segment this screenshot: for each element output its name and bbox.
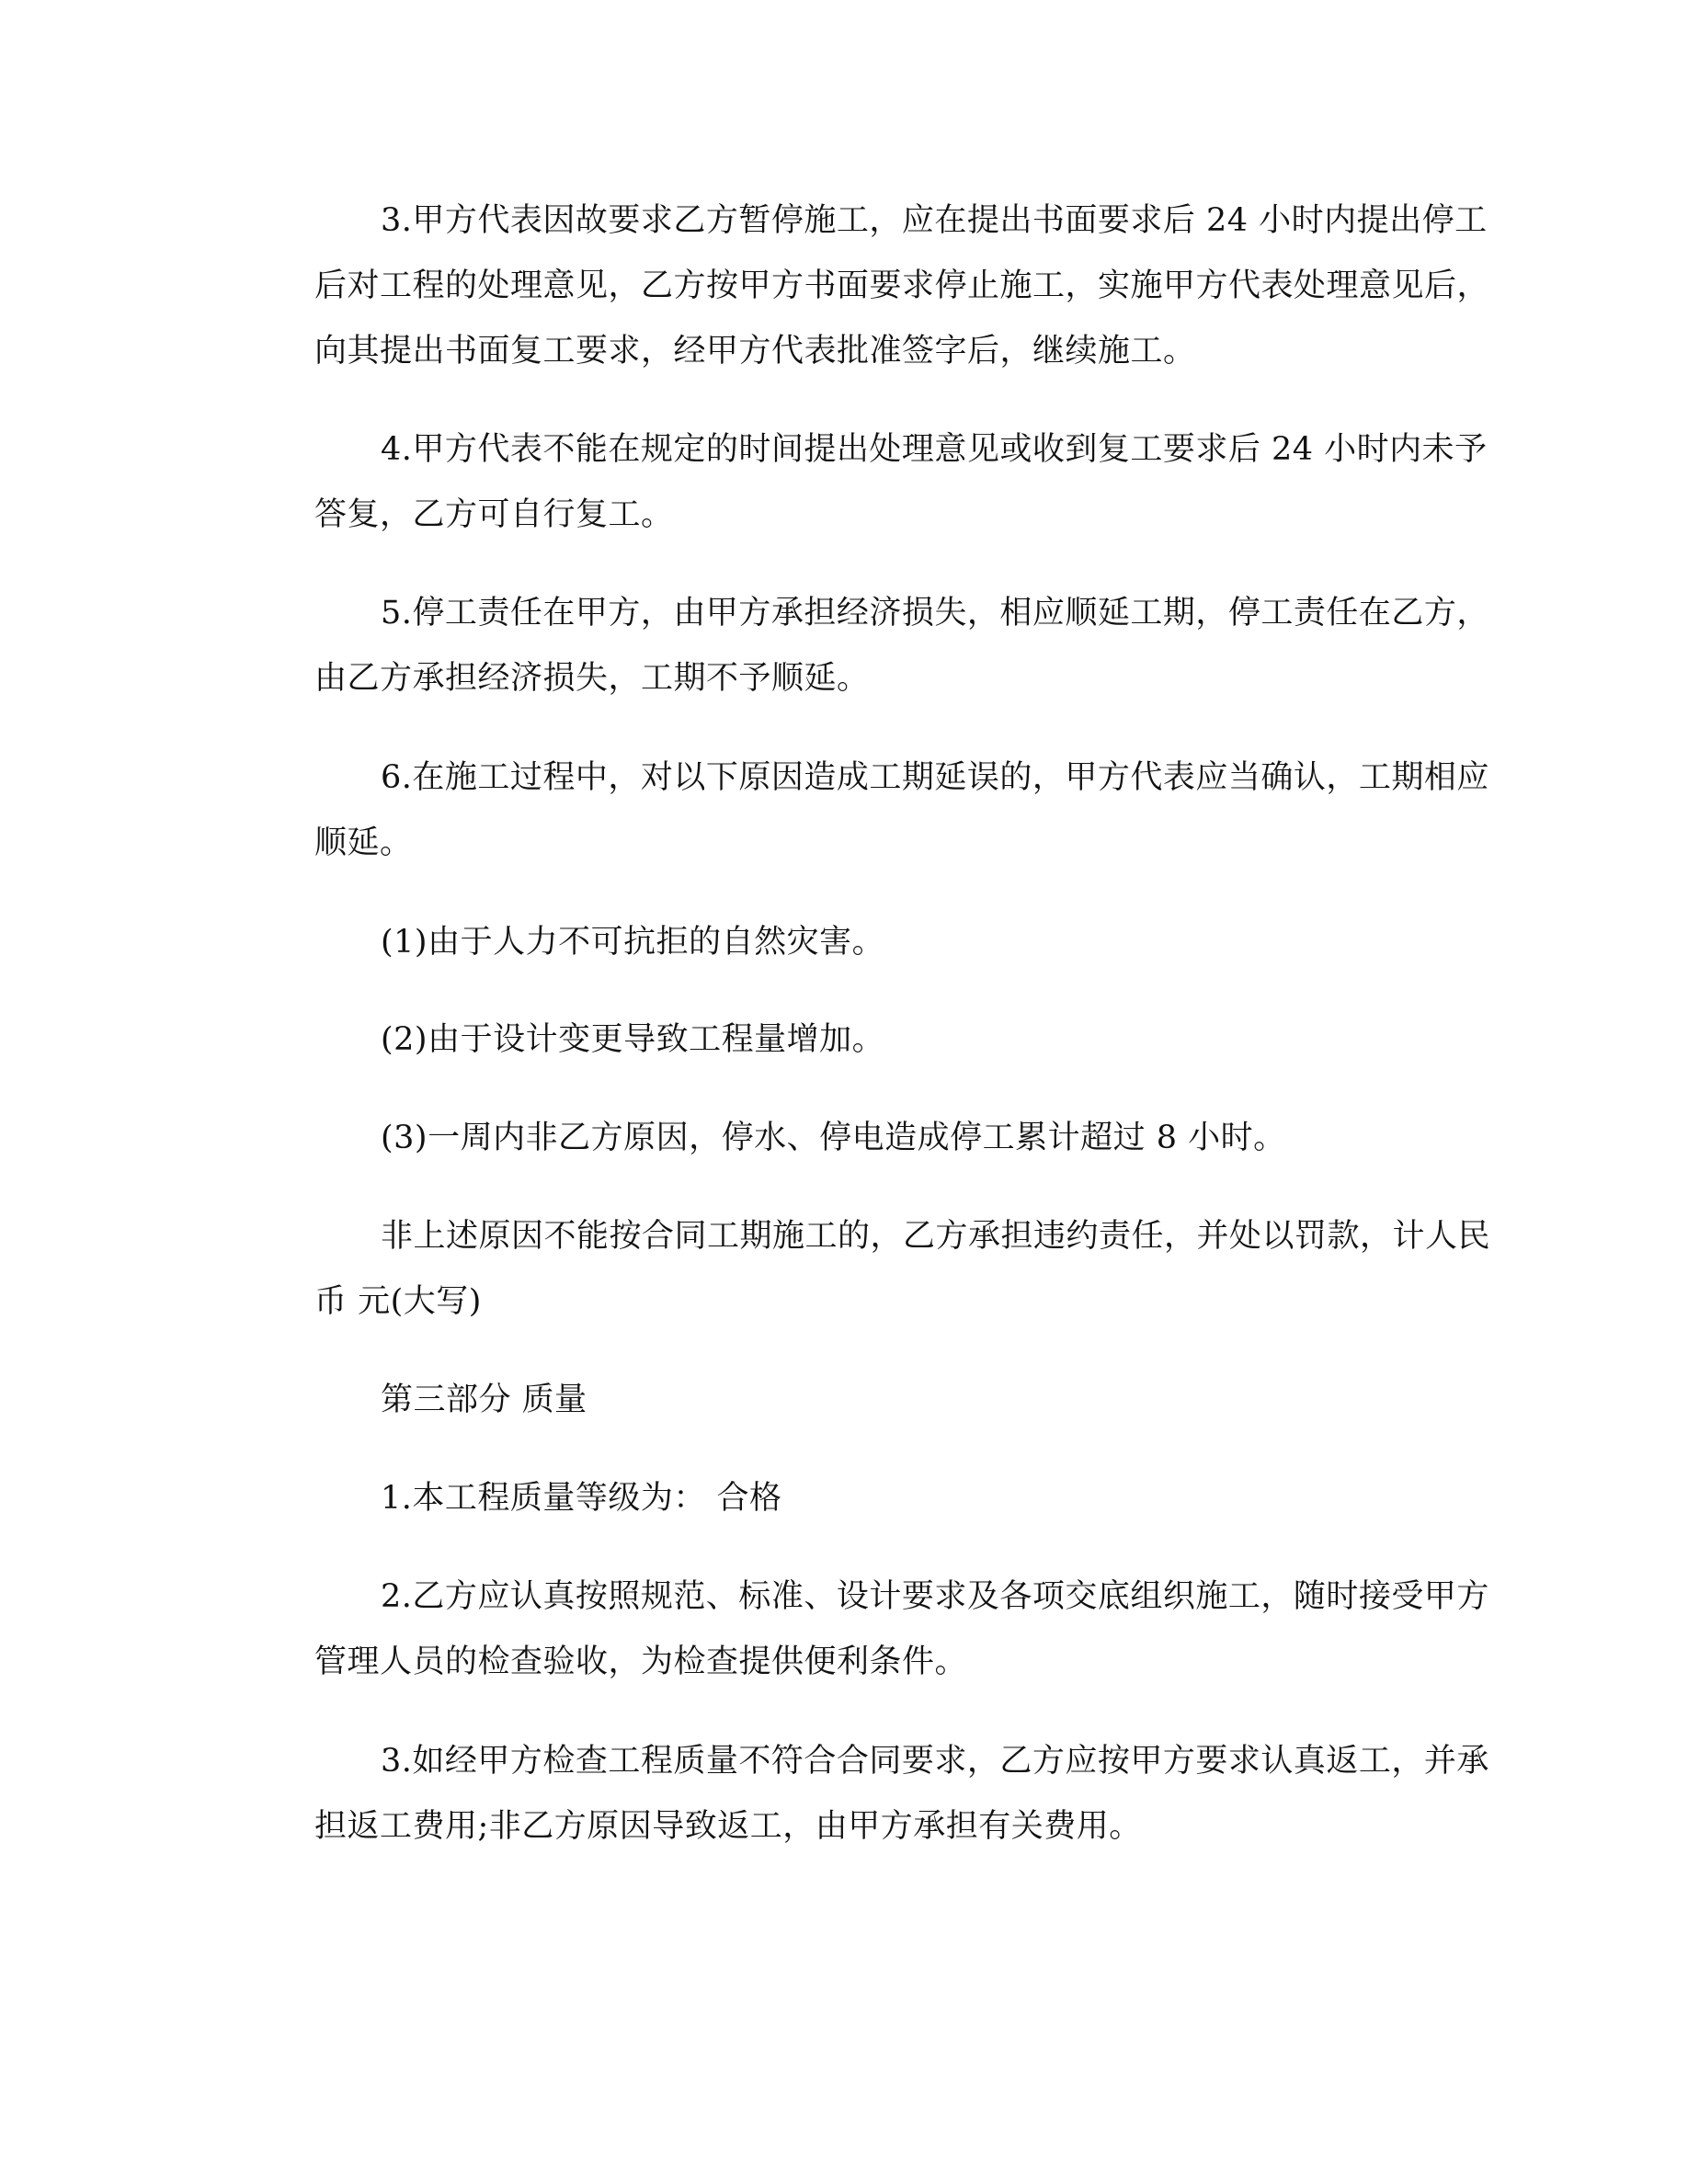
- text-line: (3)一周内非乙方原因，停水、停电造成停工累计超过 8 小时。: [381, 1120, 1286, 1156]
- text-line: 2.乙方应认真按照规范、标准、设计要求及各项交底组织施工，随时接受甲方: [381, 1578, 1489, 1615]
- text-line: 非上述原因不能按合同工期施工的，乙方承担违约责任，并处以罚款，计人民: [381, 1218, 1491, 1255]
- text-line: (2)由于设计变更导致工程量增加。: [381, 1021, 885, 1058]
- paragraph-penalty: [248, 1204, 1491, 1335]
- paragraph-resume-work: [248, 417, 1488, 548]
- text-line: 6.在施工过程中，对以下原因造成工期延误的，甲方代表应当确认，工期相应: [381, 759, 1489, 796]
- text-line: 担返工费用;非乙方原因导致返工，由甲方承担有关费用。: [314, 1808, 1142, 1845]
- text-line: 后对工程的处理意见，乙方按甲方书面要求停止施工，实施甲方代表处理意见后，: [314, 267, 1490, 304]
- paragraph-stoppage-liability: [248, 581, 1489, 711]
- text-line: 5.停工责任在甲方，由甲方承担经济损失，相应顺延工期，停工责任在乙方，: [381, 595, 1489, 631]
- text-line: 第三部分 质量: [381, 1382, 587, 1418]
- paragraph-rework: [248, 1729, 1489, 1860]
- text-line: 币 元(大写): [314, 1283, 482, 1320]
- paragraph-quality-grade: [248, 1466, 1443, 1531]
- paragraph-delay-extension: [248, 745, 1489, 876]
- list-item-design-change: [248, 1007, 1443, 1073]
- section-heading-quality: [248, 1368, 1443, 1433]
- text-line: 4.甲方代表不能在规定的时间提出处理意见或收到复工要求后 24 小时内未予: [381, 431, 1488, 468]
- text-line: 答复，乙方可自行复工。: [314, 496, 674, 533]
- text-line: (1)由于人力不可抗拒的自然灾害。: [381, 924, 885, 961]
- text-line: 管理人员的检查验收，为检查提供便利条件。: [314, 1644, 968, 1680]
- text-line: 顺延。: [314, 825, 413, 861]
- text-line: 向其提出书面复工要求，经甲方代表批准签字后，继续施工。: [314, 333, 1196, 370]
- list-item-force-majeure: [248, 910, 1443, 975]
- text-line: 1.本工程质量等级为： 合格: [381, 1480, 782, 1517]
- text-line: 3.甲方代表因故要求乙方暂停施工，应在提出书面要求后 24 小时内提出停工: [381, 202, 1488, 239]
- text-line: 3.如经甲方检查工程质量不符合合同要求，乙方应按甲方要求认真返工，并承: [381, 1743, 1489, 1780]
- paragraph-stoppage-request: [248, 188, 1490, 384]
- list-item-power-water-outage: [248, 1106, 1443, 1171]
- text-line: 由乙方承担经济损失，工期不予顺延。: [314, 660, 870, 697]
- paragraph-construction-standards: [248, 1564, 1489, 1695]
